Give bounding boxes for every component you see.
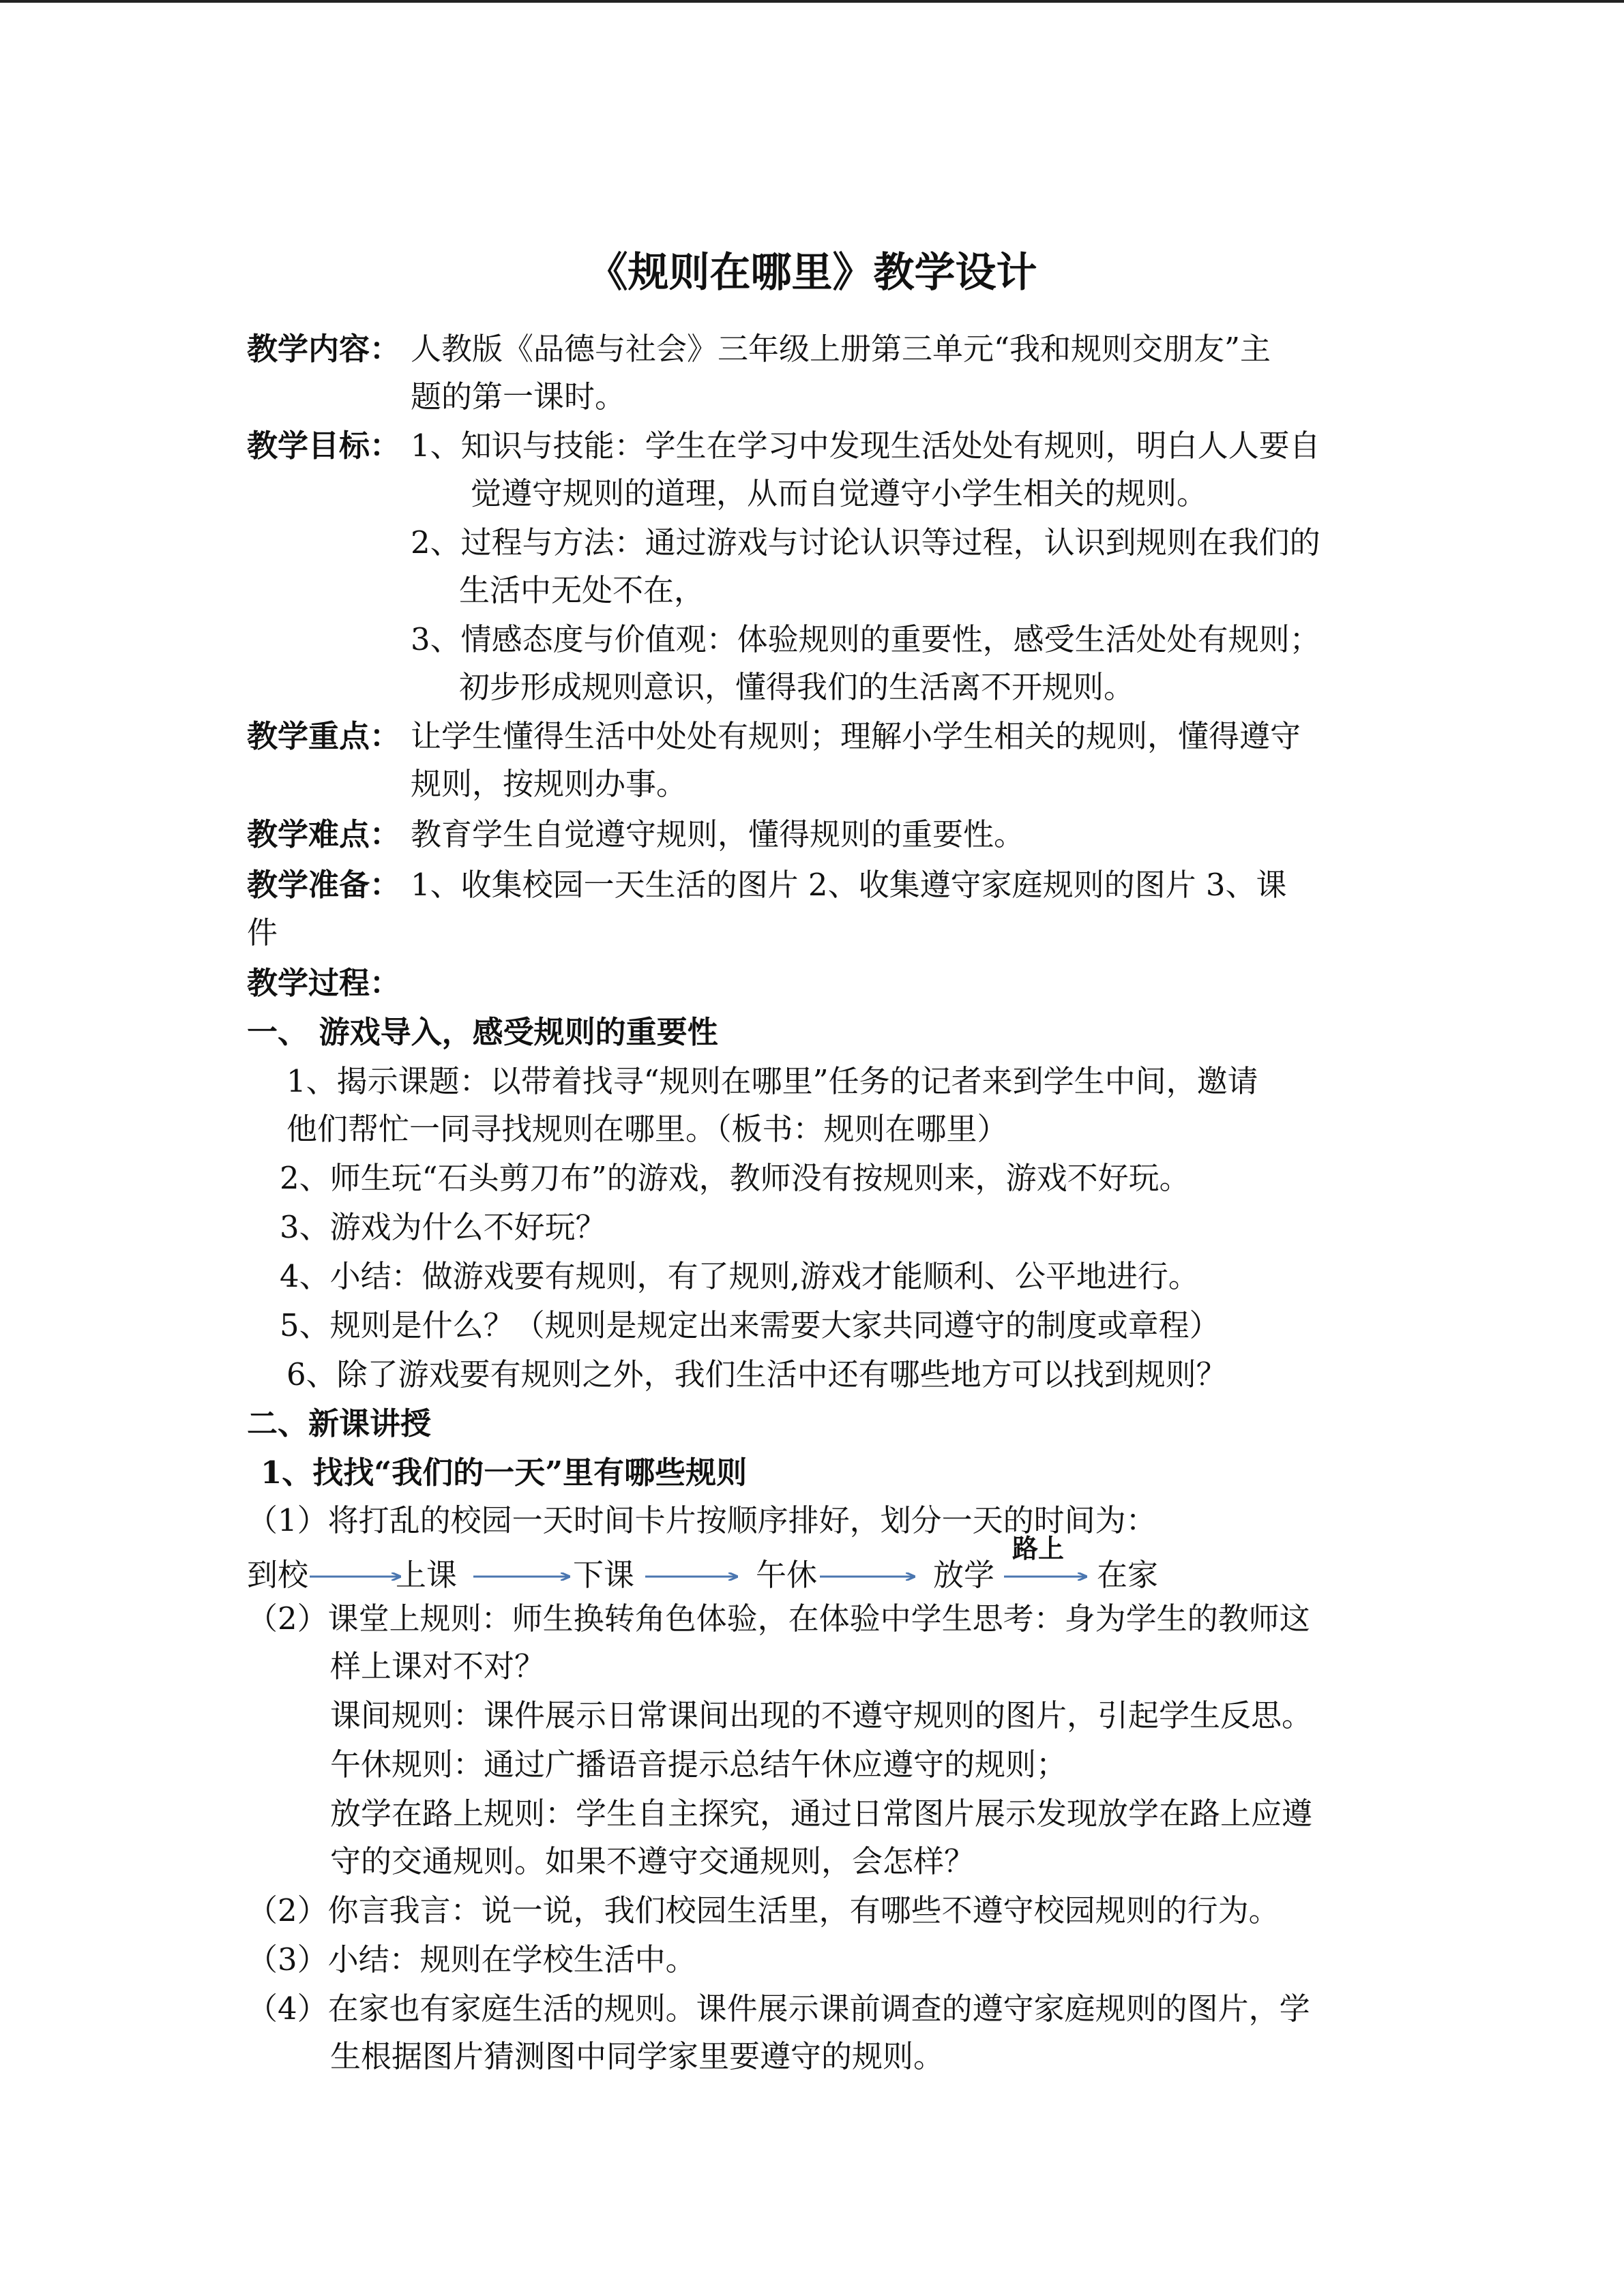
key-line: 让学生懂得生活中处处有规则；理解小学生相关的规则，懂得遵守	[411, 718, 1301, 754]
timeline-step: 放学	[933, 1557, 995, 1593]
section2-paragraph: 生根据图片猜测图中同学家里要遵守的规则。	[330, 2038, 945, 2074]
goal-line: 2、过程与方法：通过游戏与讨论认识等过程，认识到规则在我们的	[411, 524, 1320, 561]
prep-line: 件	[247, 914, 278, 951]
goal-line: 1、知识与技能：学生在学习中发现生活处处有规则，明白人人要自	[411, 428, 1320, 464]
section1-item: 6、除了游戏要有规则之外，我们生活中还有哪些地方可以找到规则？	[286, 1356, 1227, 1392]
section2-subheading: 1、找找“我们的一天”里有哪些规则	[261, 1455, 748, 1491]
difficulty-label: 教学难点：	[247, 816, 401, 852]
section2-paragraph: 放学在路上规则：学生自主探究，通过日常图片展示发现放学在路上应遵	[330, 1795, 1313, 1832]
section2-paragraph: （1）将打乱的校园一天时间卡片按顺序排好，划分一天的时间为：	[247, 1502, 1157, 1538]
section1-item: 1、揭示课题：以带着找寻“规则在哪里”任务的记者来到学生中间，邀请	[286, 1063, 1258, 1099]
difficulty-line: 教育学生自觉遵守规则，懂得规则的重要性。	[411, 816, 1025, 852]
section2-paragraph: （2）你言我言：说一说，我们校园生活里，有哪些不遵守校园规则的行为。	[247, 1892, 1280, 1928]
section1-item: 他们帮忙一同寻找规则在哪里。（板书：规则在哪里）	[286, 1111, 1008, 1147]
section2-heading: 二、新课讲授	[247, 1405, 432, 1442]
section2-paragraph: 守的交通规则。如果不遵守交通规则，会怎样？	[330, 1843, 975, 1879]
content-line: 题的第一课时。	[411, 378, 626, 415]
timeline-step: 在家	[1097, 1557, 1159, 1593]
goals-label: 教学目标：	[247, 428, 401, 464]
document-title: 《规则在哪里》教学设计	[587, 249, 1037, 297]
content-line: 人教版《品德与社会》三年级上册第三单元“我和规则交朋友”主	[411, 331, 1271, 367]
content-label: 教学内容：	[247, 331, 401, 367]
timeline-step: 下课	[573, 1557, 635, 1593]
goal-line: 3、情感态度与价值观：体验规则的重要性，感受生活处处有规则；	[411, 621, 1320, 657]
key-line: 规则，按规则办事。	[411, 766, 688, 802]
section2-paragraph: （2）课堂上规则：师生换转角色体验，在体验中学生思考：身为学生的教师这	[247, 1600, 1310, 1637]
section2-paragraph: 午休规则：通过广播语音提示总结午休应遵守的规则；	[330, 1746, 1067, 1783]
section2-paragraph: （4）在家也有家庭生活的规则。课件展示课前调查的遵守家庭规则的图片，学	[247, 1991, 1310, 2027]
timeline-above-label: 路上	[1012, 1533, 1065, 1564]
timeline-step: 午休	[756, 1557, 818, 1593]
goal-line: 觉遵守规则的道理，从而自觉遵守小学生相关的规则。	[471, 475, 1208, 511]
goal-line: 生活中无处不在，	[459, 572, 705, 608]
section1-item: 2、师生玩“石头剪刀布”的游戏，教师没有按规则来，游戏不好玩。	[280, 1160, 1190, 1196]
section1-item: 4、小结：做游戏要有规则，有了规则,游戏才能顺利、公平地进行。	[280, 1258, 1199, 1294]
section1-heading: 一、 游戏导入，感受规则的重要性	[247, 1014, 718, 1050]
timeline-step: 上课	[396, 1557, 458, 1593]
goal-line: 初步形成规则意识，懂得我们的生活离不开规则。	[459, 669, 1135, 705]
key-label: 教学重点：	[247, 718, 401, 754]
section2-paragraph: 样上课对不对？	[330, 1648, 546, 1684]
prep-line: 1、收集校园一天生活的图片 2、收集遵守家庭规则的图片 3、课	[411, 867, 1287, 903]
section2-paragraph: 课间规则：课件展示日常课间出现的不遵守规则的图片，引起学生反思。	[330, 1697, 1313, 1733]
section2-paragraph: （3）小结：规则在学校生活中。	[247, 1941, 696, 1978]
section1-item: 5、规则是什么？（规则是规定出来需要大家共同遵守的制度或章程）	[280, 1307, 1220, 1343]
section1-item: 3、游戏为什么不好玩？	[280, 1209, 606, 1245]
process-label: 教学过程：	[247, 965, 401, 1001]
top-border	[0, 0, 1624, 3]
prep-label: 教学准备：	[247, 867, 401, 903]
timeline-step: 到校	[247, 1557, 309, 1593]
